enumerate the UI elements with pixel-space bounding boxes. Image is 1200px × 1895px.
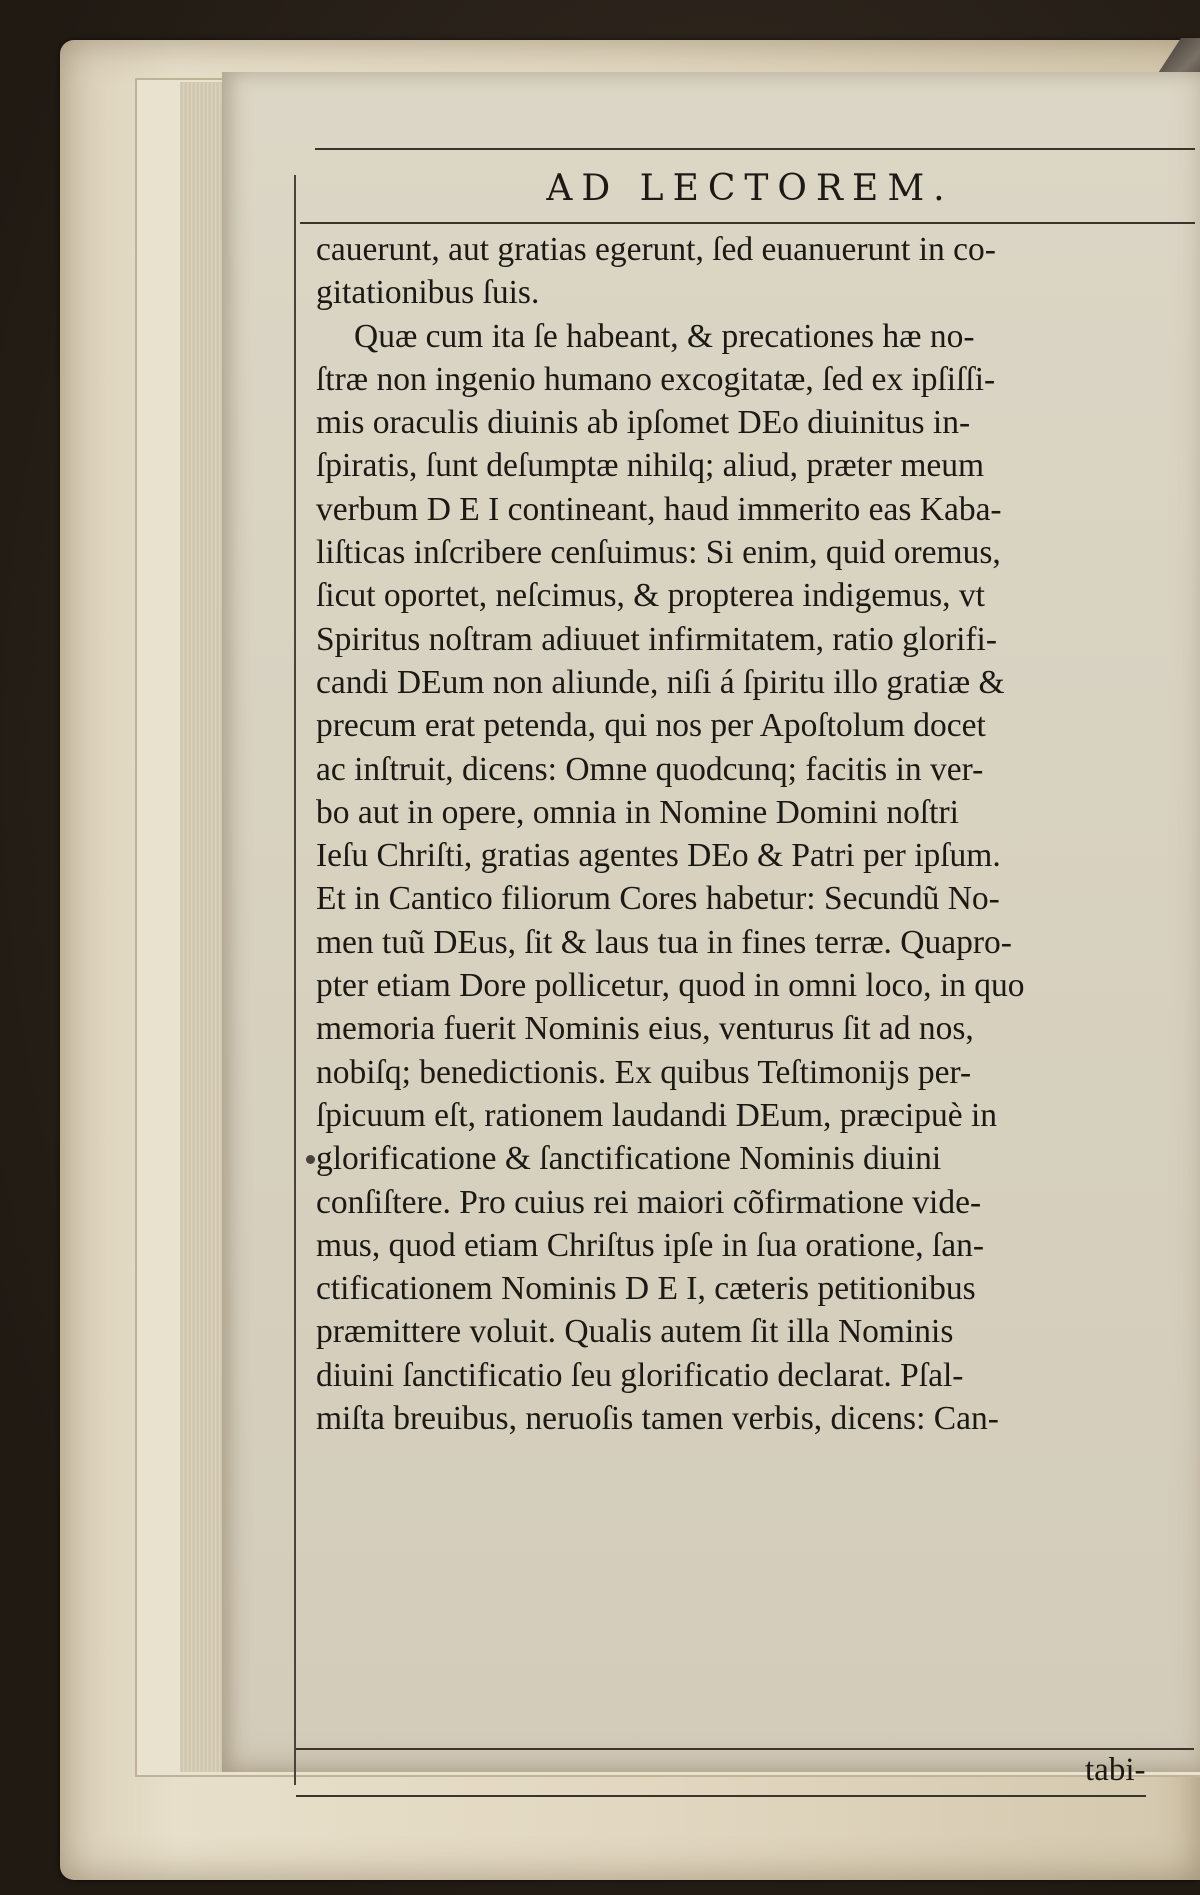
text-line: diuini ſanctificatio ſeu glorificatio declarat. Pſal- [316,1356,964,1394]
text-line: miſta breuibus, neruoſis tamen verbis, dicens: Can- [316,1400,999,1438]
top-rule [315,148,1195,150]
text-line: Quæ cum ita ſe habeant, & precationes hæ no- [354,317,975,355]
catchword: tabi- [1085,1752,1146,1788]
text-line: liſticas inſcribere cenſuimus: Si enim, quid oremus, [316,534,1001,572]
header-rule [300,222,1195,224]
text-line: mus, quod etiam Chriſtus ipſe in ſua oratione, ſan- [316,1226,985,1264]
text-line: ac inſtruit, dicens: Omne quodcunq; facitis in ver- [316,750,984,788]
text-line: Spiritus noſtram adiuuet infirmitatem, ratio glorifi- [316,620,998,658]
text-line: candi DEum non aliunde, niſi á ſpiritu illo gratiæ & [316,663,1005,701]
text-line: ſicut oportet, neſcimus, & propterea indigemus, vt [316,577,985,615]
text-line: pter etiam Dore pollicetur, quod in omni loco, in quo [316,967,1025,1005]
text-line: ctificationem Nominis D E I, cæteris petitionibus [316,1270,976,1308]
text-line: gitationibus ſuis. [316,274,540,312]
body-text [316,228,1196,1440]
text-line: precum erat petenda, qui nos per Apoſtolum docet [316,707,986,745]
text-line: bo aut in opere, omnia in Nomine Domini noſtri [316,793,959,831]
text-line: præmittere voluit. Qualis autem ſit illa Nominis [316,1313,954,1351]
text-line: ſtræ non ingenio humano excogitatæ, ſed ex ipſiſſi- [316,360,996,398]
text-line: glorificatione & ſanctificatione Nominis diuini [316,1140,942,1178]
bottom-rule [296,1748,1194,1750]
footer-rule [296,1795,1146,1797]
text-line: conſiſtere. Pro cuius rei maiori cõfirmatione vide- [316,1183,982,1221]
text-line: Ieſu Chriſti, gratias agentes DEo & Patri per ipſum. [316,837,1001,875]
ink-dot [306,1155,315,1164]
text-line: ſpiratis, ſunt deſumptæ nihilq; aliud, præter meum [316,447,985,485]
text-line: memoria fuerit Nominis eius, venturus ſit ad nos, [316,1010,974,1048]
text-line: Et in Cantico filiorum Cores habetur: Secundũ No- [316,880,1000,918]
running-head: AD LECTOREM. [546,168,954,209]
text-line: ſpicuum eſt, rationem laudandi DEum, præcipuè in [316,1096,998,1134]
text-line: verbum D E I contineant, haud immerito eas Kaba- [316,490,1002,528]
text-line: men tuũ DEus, ſit & laus tua in fines terræ. Quapro- [316,923,1012,961]
left-frame-rule [294,175,296,1785]
text-line: mis oraculis diuinis ab ipſomet DEo diuinitus in- [316,404,971,442]
text-line: cauerunt, aut gratias egerunt, ſed euanuerunt in co- [316,231,996,268]
text-line: nobiſq; benedictionis. Ex quibus Teſtimonijs per- [316,1053,972,1091]
